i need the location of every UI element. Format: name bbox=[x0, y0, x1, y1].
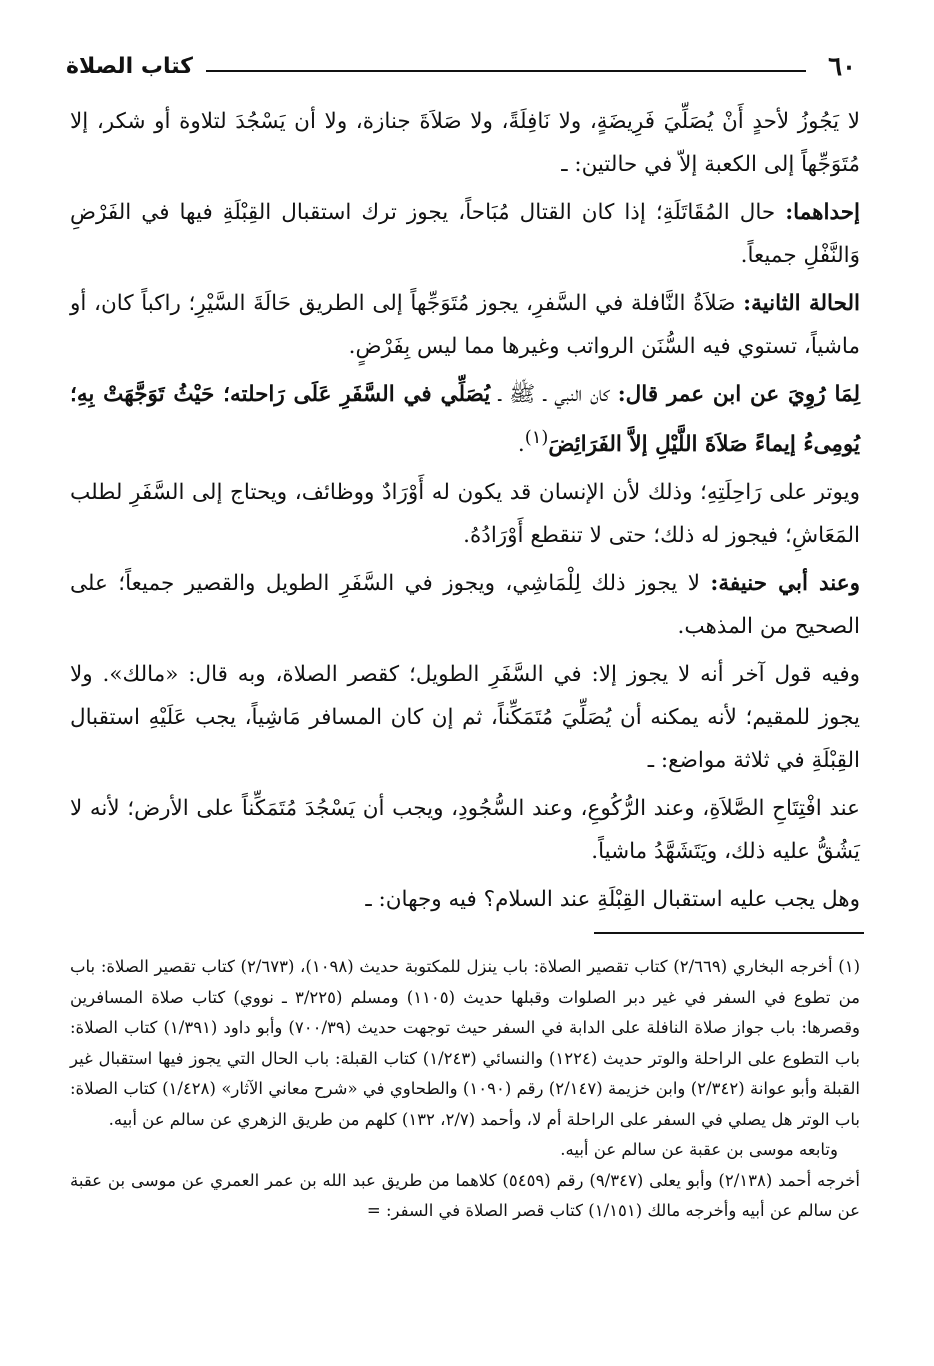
footnote-1: (١) أخرجه البخاري (٢/٦٦٩) كتاب تقصير الصلاة: باب ينزل للمكتوبة حديث (١٠٩٨)، (٢/٦٧٣) كتاب تقصير الصلاة: باب من تطوع في السفر في غير دبر الصلوات وقبلها حديث (١١٠٥) ومسلم (٣/٢٢٥ ـ نووي) كتاب صلاة المسافرين وقصرها: باب جواز صلاة النافلة على الدابة في السفر حيث توجهت حديث (٧٠٠/٣٩) وأبو داود (١/٣٩١) كتاب الصلاة: باب التطوع على الراحلة والوتر حديث (١٢٢٤) والنسائي (١/٢٤٣) كتاب القبلة: باب الحال التي يجوز فيها استقبال غير القبلة وأبو عوانة (٢/٣٤٢) وابن خزيمة (٢/١٤٧) رقم (١٠٩٠) والطحاوي في «شرح معاني الآثار» (١/٤٢٨) كتاب الصلاة: باب الوتر هل يصلي في السفر على الراحلة أم لا، وأحمد (٢/٧، ١٣٢) كلهم من طريق الزهري عن سالم عن أبيه. bbox=[70, 957, 860, 1129]
paragraph-2 bbox=[70, 191, 860, 277]
paragraph-4-lead: لِمَا رُوِيَ عن ابن عمر قال: bbox=[617, 382, 861, 407]
page-header bbox=[66, 52, 856, 92]
page-number: ٦٠ bbox=[828, 52, 856, 82]
paragraph-6-lead: وعند أبي حنيفة: bbox=[710, 571, 861, 597]
paragraph-3 bbox=[70, 282, 860, 368]
footnote-3: أخرجه أحمد (٢/١٣٨) وأبو يعلى (٩/٣٤٧) رقم (٥٤٥٩) كلاهما من طريق عبد الله بن عمر العمري عن موسى بن عقبة عن سالم عن أبيه وأخرجه مالك (١/١٥١) كتاب قصر الصلاة في السفر: = bbox=[70, 1170, 860, 1220]
paragraph-6-text: لا يجوز ذلك لِلْمَاشِي، ويجوز في السَّفَرِ الطويل والقصير جميعاً؛ على الصحيح من المذهب. bbox=[70, 571, 860, 640]
footnote-rule bbox=[594, 932, 864, 934]
paragraph-8: عند افْتِتَاحِ الصَّلاَةِ، وعند الرُّكُوعِ، وعند السُّجُودِ، ويجب أن يَسْجُدَ مُتَمَكِّناً على الأرض؛ لأنه لا يَشُقُّ عليه ذلك، ويَتَشَهَّدُ ماشياً. bbox=[70, 796, 860, 865]
footnote-2: وتابعه موسى بن عقبة عن سالم عن أبيه. bbox=[560, 1140, 838, 1159]
paragraph-6 bbox=[70, 562, 860, 648]
paragraph-3-lead: الحالة الثانية: bbox=[743, 291, 860, 316]
paragraph-9: وهل يجب عليه استقبال القِبْلَةِ عند السلام؟ فيه وجهان: ـ bbox=[365, 887, 860, 913]
main-text bbox=[70, 100, 860, 926]
paragraph-2-lead: إحداهما: bbox=[785, 200, 860, 225]
paragraph-3-text: صَلاَةُ النَّافلة في السَّفرِ، يجوز مُتَوَجِّهاً إلى الطريق حَالَةَ السَّيْرِ؛ راكباً كان، أو ماشياً، تستوي فيه السُّنَن الرواتب وغيرها مما ليس بِفَرْضٍ. bbox=[70, 291, 860, 359]
paragraph-4-mid: كان النبي ـ ﷺ ـ bbox=[490, 382, 618, 407]
running-title: كتاب الصلاة bbox=[66, 54, 193, 79]
footnotes bbox=[70, 952, 860, 1227]
paragraph-5: ويوتر على رَاحِلَتِهِ؛ وذلك لأن الإنسان قد يكون له أَوْرَادٌ ووظائف، ويحتاج إلى السَّفَرِ لطلب المَعَاشِ؛ فيجوز له ذلك؛ حتى لا تنقطع أَوْرَادُهُ. bbox=[70, 480, 860, 549]
footnote-ref-1: (١) bbox=[524, 427, 549, 448]
header-rule bbox=[206, 70, 806, 72]
paragraph-4-end: . bbox=[517, 432, 525, 458]
paragraph-7: وفيه قول آخر أنه لا يجوز إلا: في السَّفَرِ الطويل؛ كقصر الصلاة، وبه قال: «مالك». ولا يجوز للمقيم؛ لأنه يمكنه أن يُصَلِّيَ مُتَمَكِّناً، ثم إن كان المسافر مَاشِياً، يجب عَلَيْهِ استقبال القِبْلَةِ في ثلاثة مواضع: ـ bbox=[70, 662, 860, 774]
hadith-text: يُصَلِّي في السَّفَرِ عَلَى رَاحلته؛ حَيْثُ تَوَجَّهَتْ بِهِ؛ يُومِىءُ إيماءً صَلاَةَ اللَّيْلِ إلاَّ الفَرَائِضَ bbox=[70, 382, 860, 458]
paragraph-2-text: حال المُقَاتَلَةِ؛ إذا كان القتال مُبَاحاً، يجوز ترك استقبال القِبْلَةِ فيها في الفَرْضِ وَالنَّفْلِ جميعاً. bbox=[70, 200, 860, 268]
paragraph-4 bbox=[70, 373, 860, 466]
paragraph-1: لا يَجُوزُ لأحدٍ أَنْ يُصَلِّيَ فَرِيضَةٍ، ولا نَافِلَةً، ولا صَلاَةَ جنازة، ولا أن يَسْجُدَ لتلاوة أو شكر، إلا مُتَوَجِّهاً إلى الكعبة إلاّ في حالتين: ـ bbox=[70, 109, 860, 177]
